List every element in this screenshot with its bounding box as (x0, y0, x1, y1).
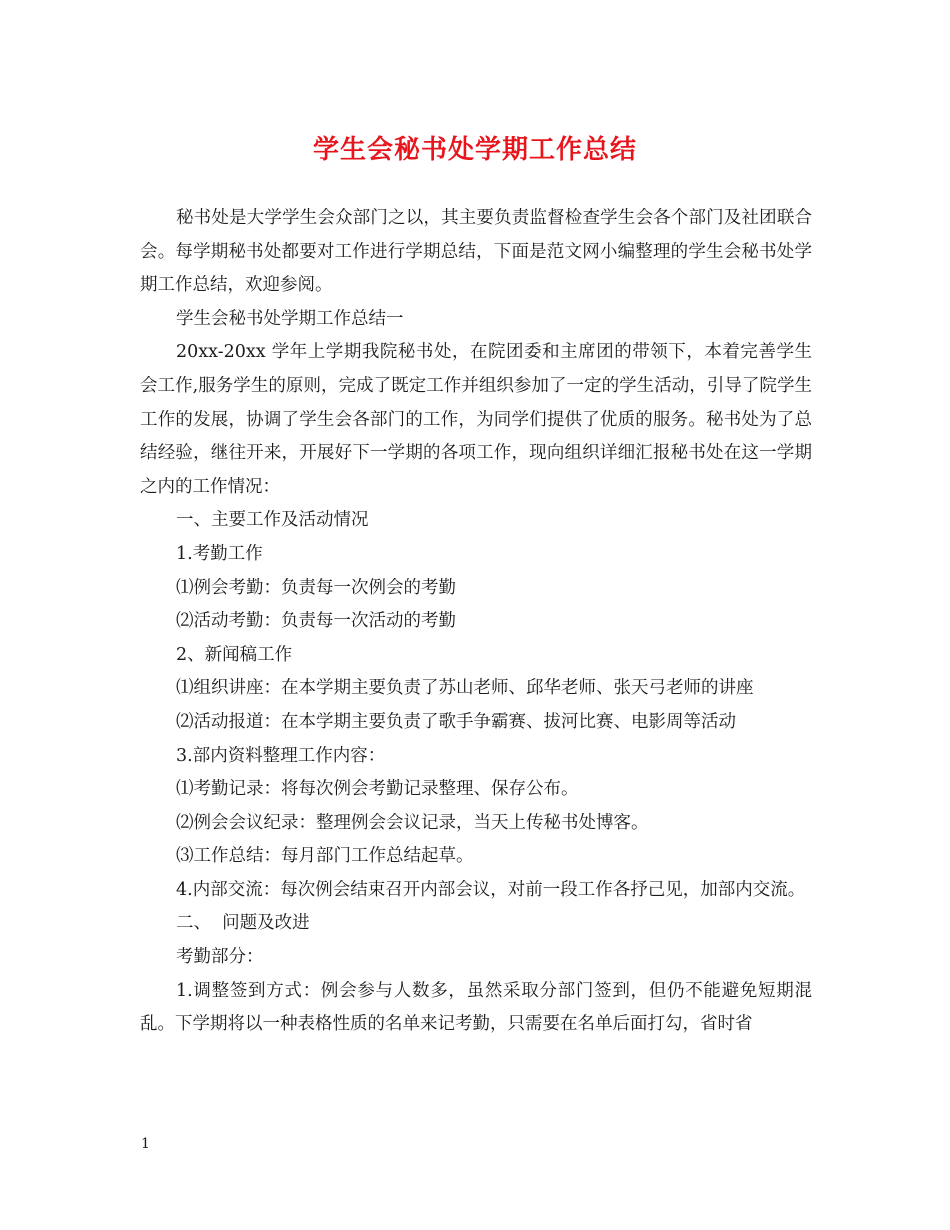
section-heading-summary-one: 学生会秘书处学期工作总结一 (176, 308, 404, 329)
section-heading-problems: 二、 问题及改进 (176, 913, 310, 934)
item-attendance-work: 1.考勤工作 (176, 543, 263, 564)
item-internal-exchange: 4.内部交流：每次例会结束召开内部会议，对前一段工作各抒己见，加部内交流。 (176, 879, 806, 900)
page-number: 1 (141, 1136, 150, 1152)
item-adjust-signin: 1.调整签到方式：例会参与人数多，虽然采取分部门签到，但仍不能避免短期混乱。下学期将以一种表格性质的名单来记考勤，只需要在名单后面打勾，省时省 (140, 980, 812, 1035)
section-heading-main-work: 一、主要工作及活动情况 (176, 510, 369, 531)
item-meeting-attendance: ⑴例会考勤：负责每一次例会的考勤 (176, 577, 456, 598)
item-work-summary: ⑶工作总结：每月部门工作总结起草。 (176, 846, 474, 867)
item-activity-attendance: ⑵活动考勤：负责每一次活动的考勤 (176, 611, 456, 632)
item-activity-reports: ⑵活动报道：在本学期主要负责了歌手争霸赛、拔河比赛、电影周等活动 (176, 711, 736, 732)
intro-paragraph: 秘书处是大学学生会众部门之以，其主要负责监督检查学生会各个部门及社团联合会。每学期秘书处都要对工作进行学期总结，下面是范文网小编整理的学生会秘书处学期工作总结，欢迎参阅。 (140, 208, 812, 296)
item-internal-documents: 3.部内资料整理工作内容： (176, 745, 386, 766)
document-body (140, 202, 812, 1042)
item-organize-lectures: ⑴组织讲座：在本学期主要负责了苏山老师、邱华老师、张天弓老师的讲座 (176, 678, 754, 699)
item-news-work: 2、新闻稿工作 (176, 644, 293, 665)
subheading-attendance-part: 考勤部分： (176, 947, 264, 968)
item-attendance-records: ⑴考勤记录：将每次例会考勤记录整理、保存公布。 (176, 779, 579, 800)
document-title: 学生会秘书处学期工作总结 (312, 135, 637, 165)
overview-paragraph: 20xx-20xx 学年上学期我院秘书处，在院团委和主席团的带领下，本着完善学生会工作,服务学生的原则，完成了既定工作并组织参加了一定的学生活动，引导了院学生工作的发展，协调了学生会各部门的工作，为同学们提供了优质的服务。秘书处为了总结经验，继往开来，开展好下一学期的各项工作，现向组织详细汇报秘书处在这一学期之内的工作情况： (140, 342, 812, 497)
item-meeting-minutes: ⑵例会会议纪录：整理例会会议记录，当天上传秘书处博客。 (176, 812, 649, 833)
